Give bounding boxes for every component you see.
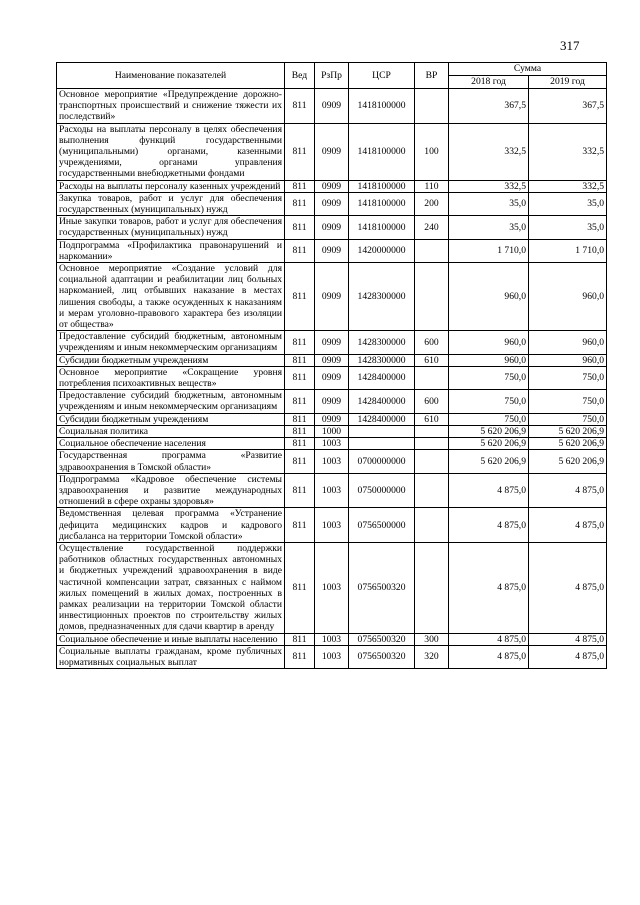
cell-vr: 300 bbox=[415, 633, 449, 645]
cell-y2019: 5 620 206,9 bbox=[529, 450, 607, 473]
cell-ved: 811 bbox=[285, 331, 315, 354]
cell-ved: 811 bbox=[285, 508, 315, 543]
table-row bbox=[57, 180, 607, 192]
cell-rzpr: 0909 bbox=[315, 123, 349, 180]
cell-name: Подпрограмма «Профилактика правонарушений и наркомании» bbox=[57, 239, 285, 262]
cell-y2018: 4 875,0 bbox=[449, 473, 529, 508]
cell-y2018: 4 875,0 bbox=[449, 542, 529, 633]
cell-name: Осуществление государственной поддержки работников областных государственных автономных и бюджетных учреждений здравоохранения в виде частичной компенсации затрат, связанных с наймом жилых помещений в жилых домах, построенных в рамках реализации на территории Томской области инвестиционных проектов по строительству жилых домов, предназначенных для сдачи квартир в аренду bbox=[57, 542, 285, 633]
cell-name: Закупка товаров, работ и услуг для обеспечения государственных (муниципальных) нужд bbox=[57, 192, 285, 215]
cell-y2019: 960,0 bbox=[529, 331, 607, 354]
cell-y2018: 4 875,0 bbox=[449, 645, 529, 668]
cell-y2019: 35,0 bbox=[529, 216, 607, 239]
cell-y2019: 960,0 bbox=[529, 263, 607, 331]
cell-y2019: 4 875,0 bbox=[529, 508, 607, 543]
table-row bbox=[57, 390, 607, 413]
cell-rzpr: 1003 bbox=[315, 542, 349, 633]
cell-y2019: 332,5 bbox=[529, 180, 607, 192]
cell-name: Социальное обеспечение и иные выплаты населению bbox=[57, 633, 285, 645]
cell-csr bbox=[349, 438, 415, 450]
cell-csr: 1428300000 bbox=[349, 354, 415, 366]
cell-vr bbox=[415, 508, 449, 543]
header-name: Наименование показателей bbox=[57, 63, 285, 89]
cell-csr: 1428300000 bbox=[349, 331, 415, 354]
cell-rzpr: 1003 bbox=[315, 473, 349, 508]
table-row bbox=[57, 239, 607, 262]
cell-csr: 0750000000 bbox=[349, 473, 415, 508]
cell-y2019: 1 710,0 bbox=[529, 239, 607, 262]
cell-y2018: 5 620 206,9 bbox=[449, 450, 529, 473]
cell-rzpr: 1003 bbox=[315, 508, 349, 543]
budget-table bbox=[56, 62, 607, 669]
cell-y2018: 750,0 bbox=[449, 413, 529, 425]
cell-ved: 811 bbox=[285, 473, 315, 508]
cell-y2019: 5 620 206,9 bbox=[529, 438, 607, 450]
cell-y2018: 960,0 bbox=[449, 263, 529, 331]
table-row bbox=[57, 216, 607, 239]
cell-y2019: 750,0 bbox=[529, 366, 607, 389]
cell-y2019: 4 875,0 bbox=[529, 473, 607, 508]
cell-rzpr: 0909 bbox=[315, 354, 349, 366]
cell-csr: 1418100000 bbox=[349, 216, 415, 239]
cell-csr: 1418100000 bbox=[349, 192, 415, 215]
cell-name: Подпрограмма «Кадровое обеспечение системы здравоохранения и развитие международных отношений в сфере охраны здоровья» bbox=[57, 473, 285, 508]
cell-csr: 1428400000 bbox=[349, 390, 415, 413]
header-ved: Вед bbox=[285, 63, 315, 89]
cell-rzpr: 0909 bbox=[315, 89, 349, 124]
table-row bbox=[57, 366, 607, 389]
table-row bbox=[57, 413, 607, 425]
cell-name: Основное мероприятие «Предупреждение дорожно-транспортных происшествий и снижение тяжести их последствий» bbox=[57, 89, 285, 124]
cell-vr: 110 bbox=[415, 180, 449, 192]
cell-csr: 0756500320 bbox=[349, 645, 415, 668]
cell-csr: 0756500000 bbox=[349, 508, 415, 543]
page-number: 317 bbox=[560, 38, 580, 53]
cell-vr: 240 bbox=[415, 216, 449, 239]
cell-y2018: 332,5 bbox=[449, 123, 529, 180]
cell-rzpr: 0909 bbox=[315, 331, 349, 354]
cell-csr: 1428400000 bbox=[349, 413, 415, 425]
cell-name: Основное мероприятие «Сокращение уровня потребления психоактивных веществ» bbox=[57, 366, 285, 389]
cell-rzpr: 1003 bbox=[315, 438, 349, 450]
cell-y2019: 750,0 bbox=[529, 390, 607, 413]
cell-rzpr: 0909 bbox=[315, 180, 349, 192]
cell-csr bbox=[349, 425, 415, 437]
table-row bbox=[57, 89, 607, 124]
cell-vr bbox=[415, 438, 449, 450]
cell-rzpr: 0909 bbox=[315, 216, 349, 239]
cell-ved: 811 bbox=[285, 366, 315, 389]
cell-y2018: 750,0 bbox=[449, 390, 529, 413]
cell-csr: 0756500320 bbox=[349, 633, 415, 645]
cell-csr: 1418100000 bbox=[349, 89, 415, 124]
header-vr: ВР bbox=[415, 63, 449, 89]
cell-ved: 811 bbox=[285, 89, 315, 124]
cell-y2019: 750,0 bbox=[529, 413, 607, 425]
cell-ved: 811 bbox=[285, 425, 315, 437]
table-row bbox=[57, 438, 607, 450]
cell-y2019: 332,5 bbox=[529, 123, 607, 180]
cell-y2018: 960,0 bbox=[449, 331, 529, 354]
cell-rzpr: 0909 bbox=[315, 192, 349, 215]
cell-vr bbox=[415, 239, 449, 262]
header-2019: 2019 год bbox=[529, 76, 607, 89]
cell-vr bbox=[415, 263, 449, 331]
cell-y2018: 750,0 bbox=[449, 366, 529, 389]
cell-name: Предоставление субсидий бюджетным, автономным учреждениям и иным некоммерческим организациям bbox=[57, 331, 285, 354]
cell-vr: 610 bbox=[415, 413, 449, 425]
cell-ved: 811 bbox=[285, 542, 315, 633]
cell-vr: 600 bbox=[415, 390, 449, 413]
cell-vr bbox=[415, 425, 449, 437]
cell-y2018: 5 620 206,9 bbox=[449, 438, 529, 450]
cell-ved: 811 bbox=[285, 450, 315, 473]
cell-ved: 811 bbox=[285, 645, 315, 668]
table-row bbox=[57, 331, 607, 354]
cell-name: Ведомственная целевая программа «Устранение дефицита медицинских кадров и кадрового дисбаланса на территории Томской области» bbox=[57, 508, 285, 543]
cell-ved: 811 bbox=[285, 633, 315, 645]
cell-rzpr: 0909 bbox=[315, 366, 349, 389]
cell-y2018: 35,0 bbox=[449, 192, 529, 215]
cell-name: Иные закупки товаров, работ и услуг для обеспечения государственных (муниципальных) нужд bbox=[57, 216, 285, 239]
cell-vr: 100 bbox=[415, 123, 449, 180]
cell-name: Субсидии бюджетным учреждениям bbox=[57, 413, 285, 425]
cell-name: Предоставление субсидий бюджетным, автономным учреждениям и иным некоммерческим организациям bbox=[57, 390, 285, 413]
cell-y2019: 5 620 206,9 bbox=[529, 425, 607, 437]
cell-rzpr: 1003 bbox=[315, 645, 349, 668]
cell-name: Социальные выплаты гражданам, кроме публичных нормативных социальных выплат bbox=[57, 645, 285, 668]
cell-rzpr: 1000 bbox=[315, 425, 349, 437]
table-row bbox=[57, 473, 607, 508]
cell-y2019: 35,0 bbox=[529, 192, 607, 215]
cell-y2018: 367,5 bbox=[449, 89, 529, 124]
cell-y2018: 1 710,0 bbox=[449, 239, 529, 262]
cell-y2019: 960,0 bbox=[529, 354, 607, 366]
cell-y2018: 4 875,0 bbox=[449, 508, 529, 543]
cell-ved: 811 bbox=[285, 438, 315, 450]
cell-vr bbox=[415, 89, 449, 124]
cell-ved: 811 bbox=[285, 192, 315, 215]
cell-y2019: 4 875,0 bbox=[529, 645, 607, 668]
table-row bbox=[57, 645, 607, 668]
table-row bbox=[57, 354, 607, 366]
cell-vr bbox=[415, 366, 449, 389]
cell-rzpr: 0909 bbox=[315, 413, 349, 425]
cell-ved: 811 bbox=[285, 180, 315, 192]
cell-vr bbox=[415, 542, 449, 633]
cell-csr: 1418100000 bbox=[349, 123, 415, 180]
cell-rzpr: 0909 bbox=[315, 263, 349, 331]
cell-csr: 1420000000 bbox=[349, 239, 415, 262]
table-row bbox=[57, 633, 607, 645]
cell-csr: 1428400000 bbox=[349, 366, 415, 389]
cell-name: Основное мероприятие «Создание условий для социальной адаптации и реабилитации лиц больных наркоманией, лиц отбывших наказание в местах лишения свободы, а также осужденных к наказаниям и мерам уголовно-правового характера без изоляции от общества» bbox=[57, 263, 285, 331]
cell-vr bbox=[415, 450, 449, 473]
cell-ved: 811 bbox=[285, 239, 315, 262]
cell-rzpr: 1003 bbox=[315, 450, 349, 473]
cell-csr: 1428300000 bbox=[349, 263, 415, 331]
table-row bbox=[57, 192, 607, 215]
table-body bbox=[57, 89, 607, 669]
cell-csr: 1418100000 bbox=[349, 180, 415, 192]
cell-rzpr: 0909 bbox=[315, 239, 349, 262]
cell-vr: 600 bbox=[415, 331, 449, 354]
table-row bbox=[57, 508, 607, 543]
cell-rzpr: 1003 bbox=[315, 633, 349, 645]
cell-y2018: 960,0 bbox=[449, 354, 529, 366]
cell-vr: 610 bbox=[415, 354, 449, 366]
cell-vr: 320 bbox=[415, 645, 449, 668]
header-sum: Сумма bbox=[449, 63, 607, 76]
cell-y2018: 35,0 bbox=[449, 216, 529, 239]
header-csr: ЦСР bbox=[349, 63, 415, 89]
cell-y2018: 4 875,0 bbox=[449, 633, 529, 645]
cell-y2019: 4 875,0 bbox=[529, 633, 607, 645]
table-row bbox=[57, 263, 607, 331]
cell-name: Субсидии бюджетным учреждениям bbox=[57, 354, 285, 366]
table-row bbox=[57, 425, 607, 437]
cell-ved: 811 bbox=[285, 263, 315, 331]
cell-csr: 0700000000 bbox=[349, 450, 415, 473]
cell-name: Государственная программа «Развитие здравоохранения в Томской области» bbox=[57, 450, 285, 473]
table-row bbox=[57, 450, 607, 473]
cell-rzpr: 0909 bbox=[315, 390, 349, 413]
cell-name: Расходы на выплаты персоналу в целях обеспечения выполнения функций государственными (муниципальными) органами, казенными учреждениями, органами управления государственными внебюджетными фондами bbox=[57, 123, 285, 180]
cell-y2018: 5 620 206,9 bbox=[449, 425, 529, 437]
cell-vr bbox=[415, 473, 449, 508]
cell-ved: 811 bbox=[285, 354, 315, 366]
cell-y2018: 332,5 bbox=[449, 180, 529, 192]
header-rzpr: РзПр bbox=[315, 63, 349, 89]
cell-ved: 811 bbox=[285, 123, 315, 180]
cell-ved: 811 bbox=[285, 413, 315, 425]
cell-y2019: 4 875,0 bbox=[529, 542, 607, 633]
table-row bbox=[57, 123, 607, 180]
cell-y2019: 367,5 bbox=[529, 89, 607, 124]
cell-csr: 0756500320 bbox=[349, 542, 415, 633]
table-row bbox=[57, 542, 607, 633]
cell-ved: 811 bbox=[285, 216, 315, 239]
header-2018: 2018 год bbox=[449, 76, 529, 89]
cell-vr: 200 bbox=[415, 192, 449, 215]
cell-name: Социальная политика bbox=[57, 425, 285, 437]
cell-ved: 811 bbox=[285, 390, 315, 413]
cell-name: Расходы на выплаты персоналу казенных учреждений bbox=[57, 180, 285, 192]
cell-name: Социальное обеспечение населения bbox=[57, 438, 285, 450]
